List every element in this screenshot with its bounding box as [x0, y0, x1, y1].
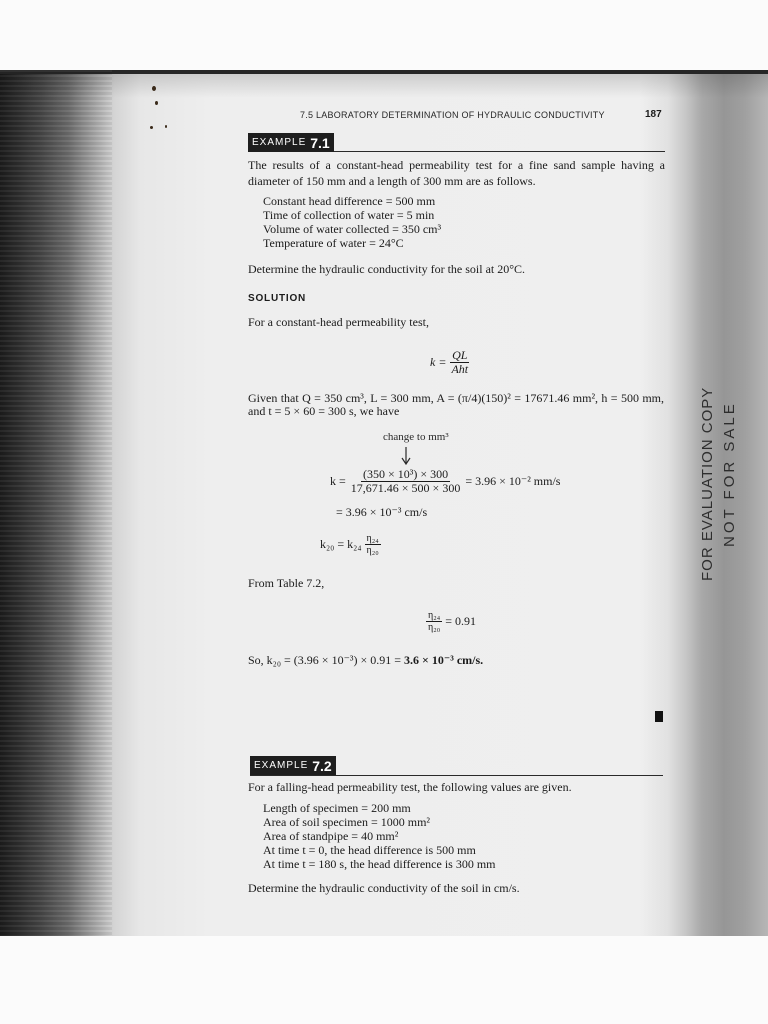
temperature-correction [320, 533, 384, 556]
solution-heading: SOLUTION [248, 293, 307, 304]
given-data-line: At time t = 180 s, the head difference is 300 mm [263, 857, 496, 871]
calculation-fraction [349, 468, 463, 495]
scan-speck [152, 86, 156, 91]
final-answer-value: 3.6 × 10⁻³ cm/s. [404, 653, 484, 667]
scan-speck [155, 101, 158, 105]
problem-line: diameter of 150 mm and a length of 300 mm are as follows. [248, 174, 536, 188]
handwritten-note: change to mm³ [383, 431, 449, 443]
scan-speck [150, 126, 153, 129]
calculation-equation [330, 468, 560, 495]
calculation-result: = 3.96 × 10⁻² mm/s [465, 474, 561, 488]
correction-lhs: k₂₀ = k₂₄ [320, 537, 362, 551]
given-data-line: Constant head difference = 500 mm [263, 194, 436, 208]
given-data-line: Area of standpipe = 40 mm² [263, 829, 399, 843]
ratio-fraction [426, 610, 442, 633]
gutter-shadow [0, 70, 112, 936]
ratio-denominator: η₂₀ [428, 622, 441, 633]
example-label-word: EXAMPLE [254, 760, 309, 771]
stamp-line: NOT FOR SALE [721, 401, 738, 547]
calculation-numerator: (350 × 10³) × 300 [362, 467, 449, 481]
ratio-result: = 0.91 [445, 614, 476, 628]
example-label-number: 7.1 [310, 134, 330, 151]
task-statement: Determine the hydraulic conductivity of the soil in cm/s. [248, 881, 520, 895]
page-number: 187 [645, 109, 662, 120]
running-header-title: 7.5 LABORATORY DETERMINATION OF HYDRAULIC CONDUCTIVITY [300, 110, 605, 120]
given-data-line: Length of specimen = 200 mm [263, 801, 411, 815]
given-values-line: and t = 5 × 60 = 300 s, we have [248, 404, 400, 418]
formula-numerator: QL [452, 348, 468, 362]
given-values-line: Given that Q = 350 cm³, L = 300 mm, A = (π/4)(150)² = 17671.46 mm², h = 500 mm, [248, 391, 664, 405]
final-answer-text: So, k₂₀ = (3.96 × 10⁻³) × 0.91 = [248, 653, 405, 667]
final-answer [248, 653, 483, 667]
task-statement: Determine the hydraulic conductivity for the soil at 20°C. [248, 262, 526, 276]
example-label [250, 756, 336, 775]
formula-lhs: k = [430, 355, 447, 369]
given-data-line: Area of soil specimen = 1000 mm² [263, 815, 430, 829]
given-data-line: Volume of water collected = 350 cm³ [263, 222, 442, 236]
problem-line: The results of a constant-head permeability test for a fine sand sample having a [248, 158, 665, 172]
formula-denominator: Aht [451, 362, 469, 376]
example-label-word: EXAMPLE [252, 137, 307, 148]
evaluation-stamp [697, 365, 747, 585]
calculation-denominator: 17,671.46 × 500 × 300 [350, 481, 461, 495]
correction-denominator: η₂₀ [366, 545, 379, 556]
table-reference: From Table 7.2, [248, 576, 325, 590]
given-data-line: Time of collection of water = 5 min [263, 208, 435, 222]
given-data-line: At time t = 0, the head difference is 500 mm [263, 843, 476, 857]
solution-intro: For a constant-head permeability test, [248, 315, 429, 329]
example-label-number: 7.2 [312, 757, 332, 774]
page-top-shadow [0, 74, 768, 98]
ratio-numerator: η₂₄ [428, 610, 441, 621]
example-rule [250, 775, 663, 776]
given-data-line: Temperature of water = 24°C [263, 236, 404, 250]
stamp-line: FOR EVALUATION COPY [699, 386, 716, 581]
calculation-lhs: k = [330, 474, 346, 488]
correction-numerator: η₂₄ [366, 533, 379, 544]
formula-fraction [449, 349, 470, 376]
example-label [248, 133, 334, 152]
converted-result: = 3.96 × 10⁻³ cm/s [336, 505, 428, 519]
correction-fraction [365, 533, 381, 556]
viscosity-ratio [423, 610, 476, 633]
darcy-formula [430, 349, 473, 376]
scan-speck [165, 125, 167, 128]
example-intro: For a falling-head permeability test, the following values are given. [248, 780, 572, 794]
scan-mark [655, 711, 663, 722]
